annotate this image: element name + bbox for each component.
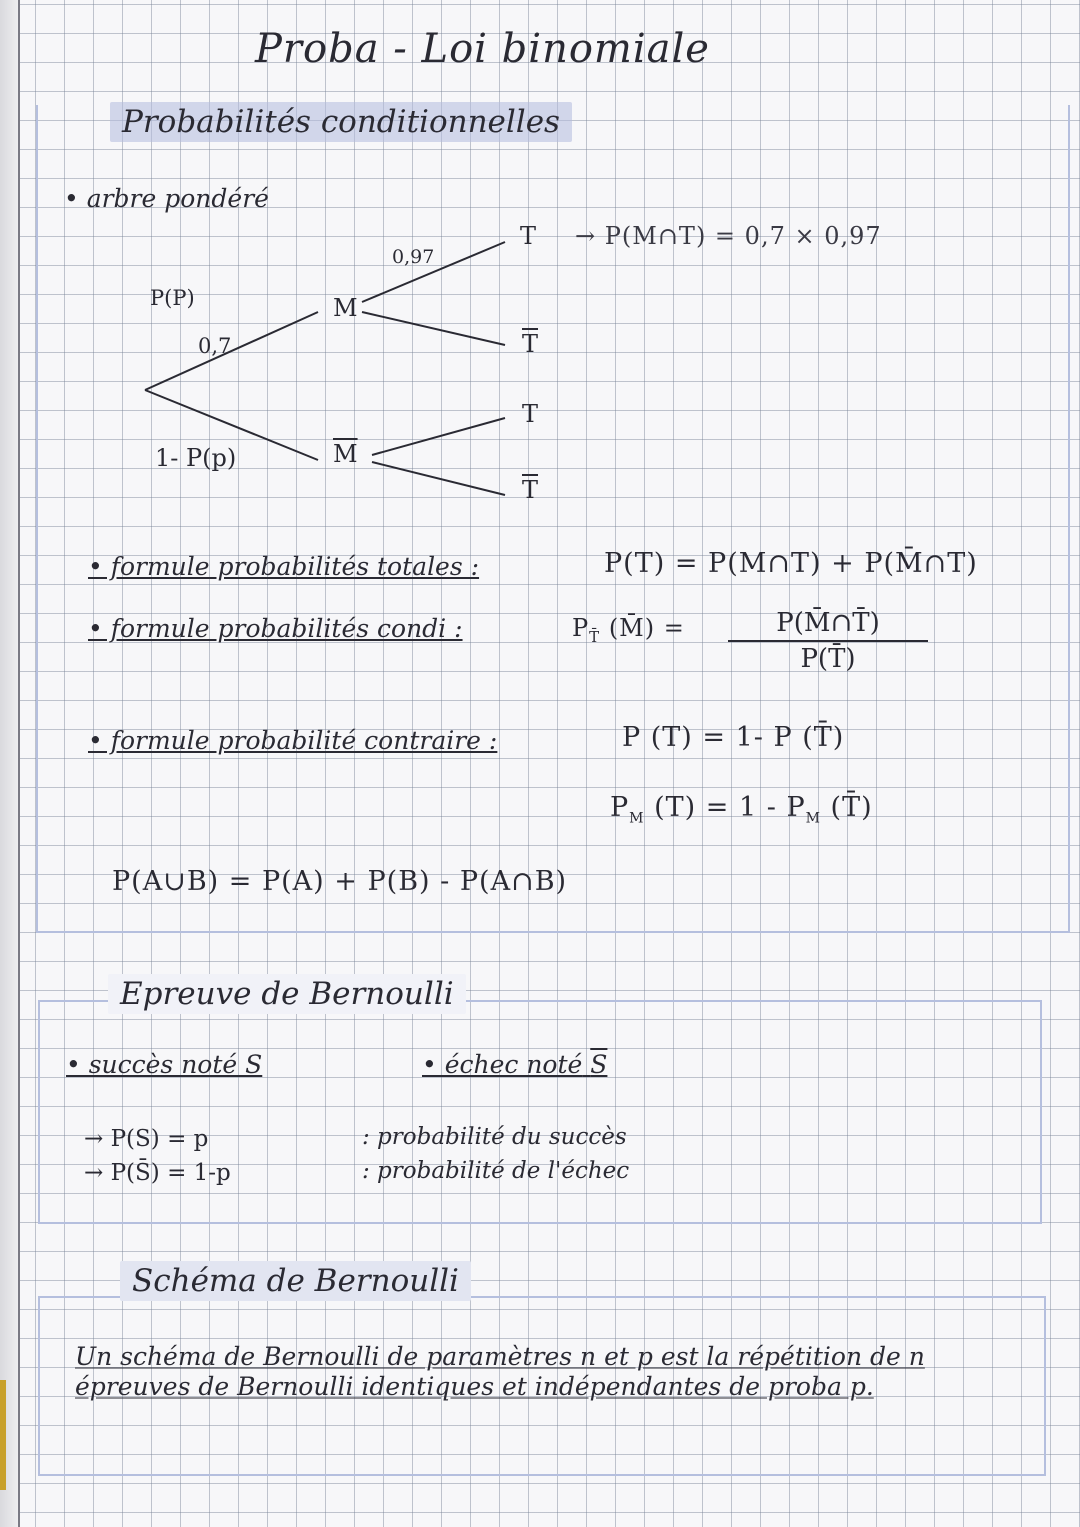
section-1-heading-text: Probabilités conditionnelles [110,102,572,142]
page-title: Proba - Loi binomiale [255,26,710,72]
tree-node-Mbar: $\overline{M}$ [333,440,358,468]
branch-Mbar-Tbar [372,462,505,495]
formula-contraire-2-P: P [610,792,630,823]
tree-label: • arbre pondéré [64,184,269,213]
branch-root-M [145,312,318,390]
tree-leaf-Tbar2: $\overline{T}$ [522,476,539,504]
formula-condi-lhs [572,614,685,646]
tree-leaf-Tbar1: $\overline{T}$ [522,330,539,358]
tree-node-M: M [333,294,358,322]
section-2-box [38,1000,1042,1224]
failure-label [422,1050,607,1079]
formula-condi-label: • formule probabilités condi : [88,614,463,643]
formula-contraire-2-end: (T̄) [830,792,873,823]
p-success-desc: : probabilité du succès [362,1124,627,1150]
bernoulli-schema-definition: Un schéma de Bernoulli de paramètres n et p est la répétition de n épreuves de Bernoulli identiques et indépendantes de proba p. [75,1342,925,1401]
formula-contraire-2-sub2: M [805,810,821,827]
tree-leaf-formula: → P(M∩T) = 0,7 × 0,97 [575,222,882,250]
tree-branch-prob: 0,97 [392,246,435,268]
formula-totales: P(T) = P(M∩T) + P(M̄∩T) [604,548,978,579]
tree-root-down-label: 1- P(p) [155,444,237,472]
tree-leaf-T2: T [522,400,539,428]
p-failure-desc: : probabilité de l'échec [362,1158,630,1184]
formula-contraire-2-sub: M [629,810,645,827]
formula-contraire-1: P (T) = 1- P (T̄) [622,722,845,753]
formula-condi-denominator: P(T̄) [800,644,856,674]
failure-symbol: S [590,1050,608,1079]
p-failure: → P(S̄) = 1-p [84,1160,231,1186]
formula-condi-numerator: P(M̄∩T̄) [728,608,928,642]
formula-contraire-label: • formule probabilité contraire : [88,726,498,755]
formula-condi-sub: T̄ [589,627,601,646]
probability-tree [0,0,1080,560]
formula-union: P(A∪B) = P(A) + P(B) - P(A∩B) [112,866,568,897]
formula-totales-label: • formule probabilités totales : [88,552,480,581]
section-3-heading [120,1263,471,1299]
formula-contraire-2 [610,792,873,826]
formula-condi-arg: (M̄) = [608,614,685,642]
section-2-heading [108,976,466,1012]
margin-marker [0,1380,6,1490]
formula-condi-fraction [728,608,928,674]
success-label: • succès noté S [66,1050,263,1079]
section-3-heading-text: Schéma de Bernoulli [120,1261,471,1301]
tree-root-up-label: P(P) [150,286,195,310]
formula-condi-P: P [572,614,590,642]
p-success: → P(S) = p [84,1126,209,1152]
tree-root-up-prob: 0,7 [198,334,232,358]
tree-leaf-T1: T [520,222,537,250]
formula-contraire-2-rest: (T) = 1 - P [654,792,806,823]
section-2-heading-text: Epreuve de Bernoulli [108,974,466,1014]
branch-M-Tbar [362,312,505,345]
branch-Mbar-T [372,418,505,455]
failure-prefix: • échec noté [422,1050,583,1079]
